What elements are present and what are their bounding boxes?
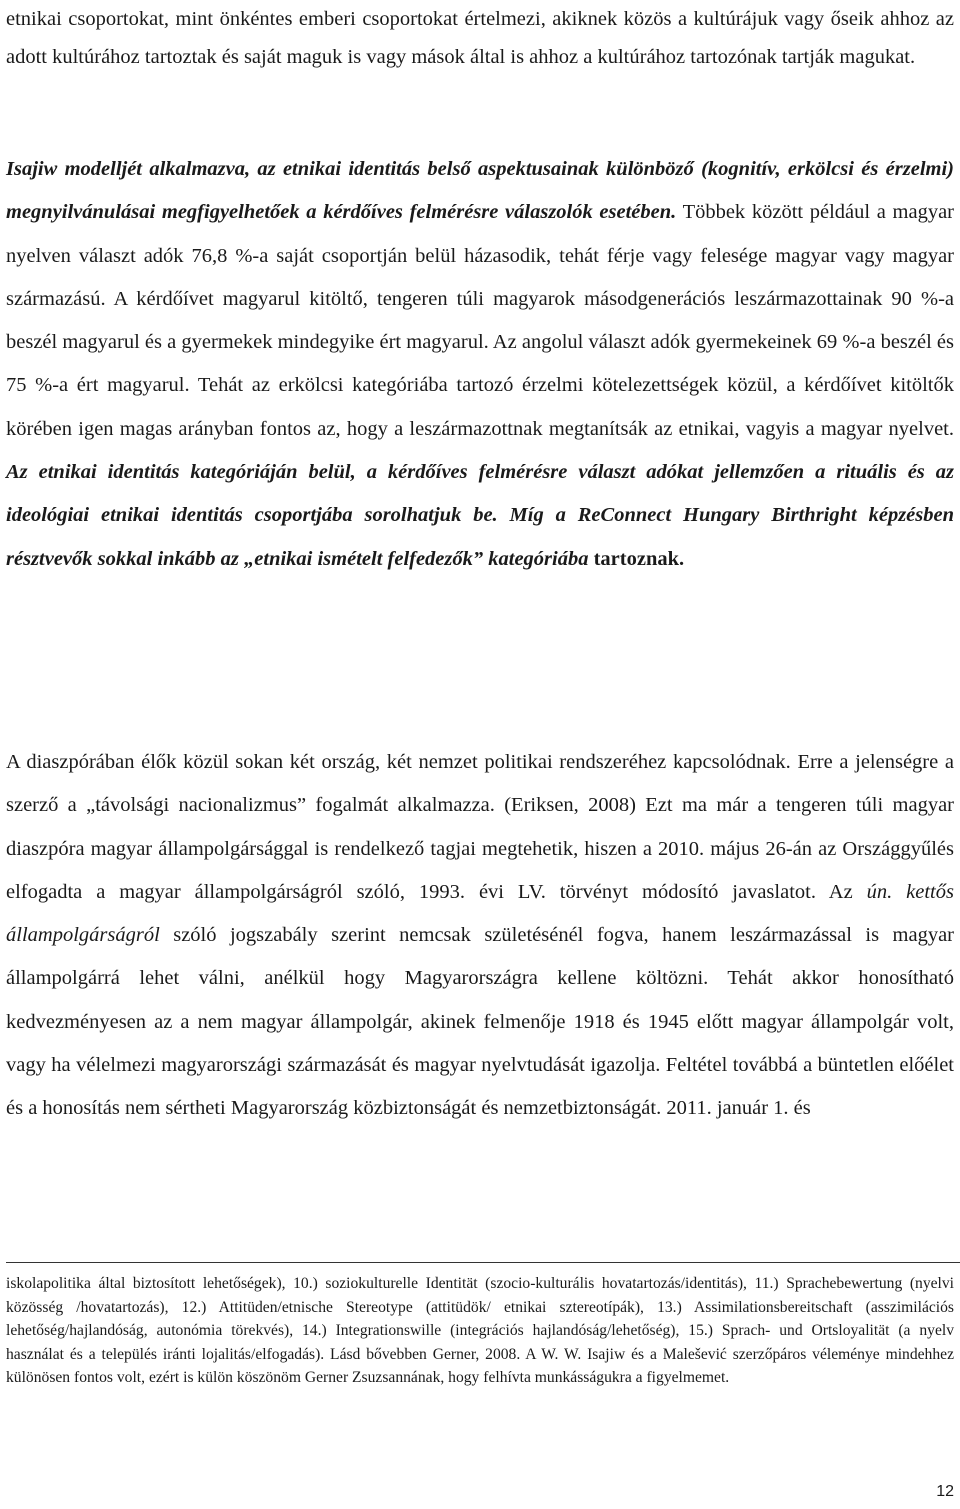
paragraph-3-part-1: A diaszpórában élők közül sokan két ország, két nemzet politikai rendszeréhez kapcsolódnak. Erre a jelenségre a szerző a „távolsági nacionalizmus” fogalmát alkalmazza. (Eriksen, 2008) Ezt ma már a tengeren túli magyar diaszpóra magyar állampolgársággal is rendelkező tagjai megtehetik, hiszen a 2010. május 26-án az Országgyűlés elfogadta a magyar állampolgárságról szóló, 1993. évi LV. törvényt módosító javaslatot. Az — [6, 751, 954, 903]
paragraph-1-text: etnikai csoportokat, mint önkéntes emberi csoportokat értelmezi, akiknek közös a kultúrájuk vagy őseik ahhoz az adott kultúrához tartoztak és saját maguk is vagy mások által is ahhoz a kultúrához tartozónak tartják magukat. — [6, 8, 954, 68]
paragraph-diaspora — [6, 741, 954, 1131]
paragraph-3-part-2: szóló jogszabály szerint nemcsak születésénél fogva, hanem leszármazással is magyar állampolgárrá lehet válni, anélkül hogy Magyarországra kellene költözni. Tehát akkor honosítható kedvezményesen az a nem magyar állampolgár, akinek felmenője 1918 és 1945 előtt magyar állampolgár volt, vagy ha vélelmezi magyarországi származását és magyar nyelvtudását igazolja. Feltétel továbbá a büntetlen előélet és a honosítás nem sértheti Magyarország közbiztonságát és nemzetbiztonságát. 2011. január 1. és — [6, 924, 954, 1120]
page-number: 12 — [936, 1483, 954, 1500]
footnote-separator — [6, 1262, 960, 1263]
paragraph-continuation — [6, 0, 954, 76]
footnote-text: iskolapolitika által biztosított lehetőségek), 10.) soziokulturelle Identität (szocio-kulturális hovatartozás/identitás), 11.) Sprachebewertung (nyelvi közösség /hovatartozás), 12.) Attitüden/etnische Stereotype (attitüdök/ etnikai sztereotípák), 13.) Assimilationsbereitschaft (asszimilációs lehetőség/hajlandóság, autonómia törekvés), 14.) Integrationswille (integrációs hajlandóság/lehetőség), 15.) Sprach- und Ortsloyalität (a nyelv használat és a település iránti lojalitás/elfogadás). Lásd bővebben Gerner, 2008. A W. W. Isajiw és a Malešević szerzőpáros véleménye mindehhez különösen fontos volt, ezért is külön köszönöm Gerner Zsuzsannának, hogy felhívta munkásságukra a figyelmemet. — [6, 1275, 954, 1386]
paragraph-isajiw-model — [6, 148, 954, 581]
paragraph-2-conclusion-end: tartoznak. — [588, 547, 685, 570]
paragraph-3-italic-term: ún. kettős állampolgárságról — [6, 880, 954, 947]
paragraph-2-intro: Isajiw modelljét alkalmazva, az etnikai identitás belső aspektusainak különböző (kognitív, erkölcsi és érzelmi) megnyilvánulásai megfigyelhetőek a kérdőíves felmérésre válaszolók esetében. — [6, 158, 954, 224]
paragraph-2-body: Többek között például a magyar nyelven választ adók 76,8 %-a saját csoportján belül házasodik, tehát férje vagy felesége magyar vagy magyar származású. A kérdőívet magyarul kitöltő, tengeren túli magyarok másodgenerációs leszármazottainak 90 %-a beszél magyarul és a gyermekek mindegyike ért magyarul. Az angolul választ adók gyermekeinek 69 %-a beszél és 75 %-a ért magyarul. Tehát az erkölcsi kategóriába tartozó érzelmi kötelezettségek közül, a kérdőívet kitöltők körében igen magas arányban fontos az, hogy a leszármazottnak megtanítsák az etnikai, vagyis a magyar nyelvet. — [6, 201, 955, 440]
paragraph-2-conclusion: Az etnikai identitás kategóriáján belül, a kérdőíves felmérésre választ adókat jellemzően a rituális és az ideológiai etnikai identitás csoportjába sorolhatjuk be. Míg a ReConnect Hungary Birthright képzésben résztvevők sokkal inkább az „etnikai ismételt felfedezők” kategóriába — [6, 461, 954, 570]
